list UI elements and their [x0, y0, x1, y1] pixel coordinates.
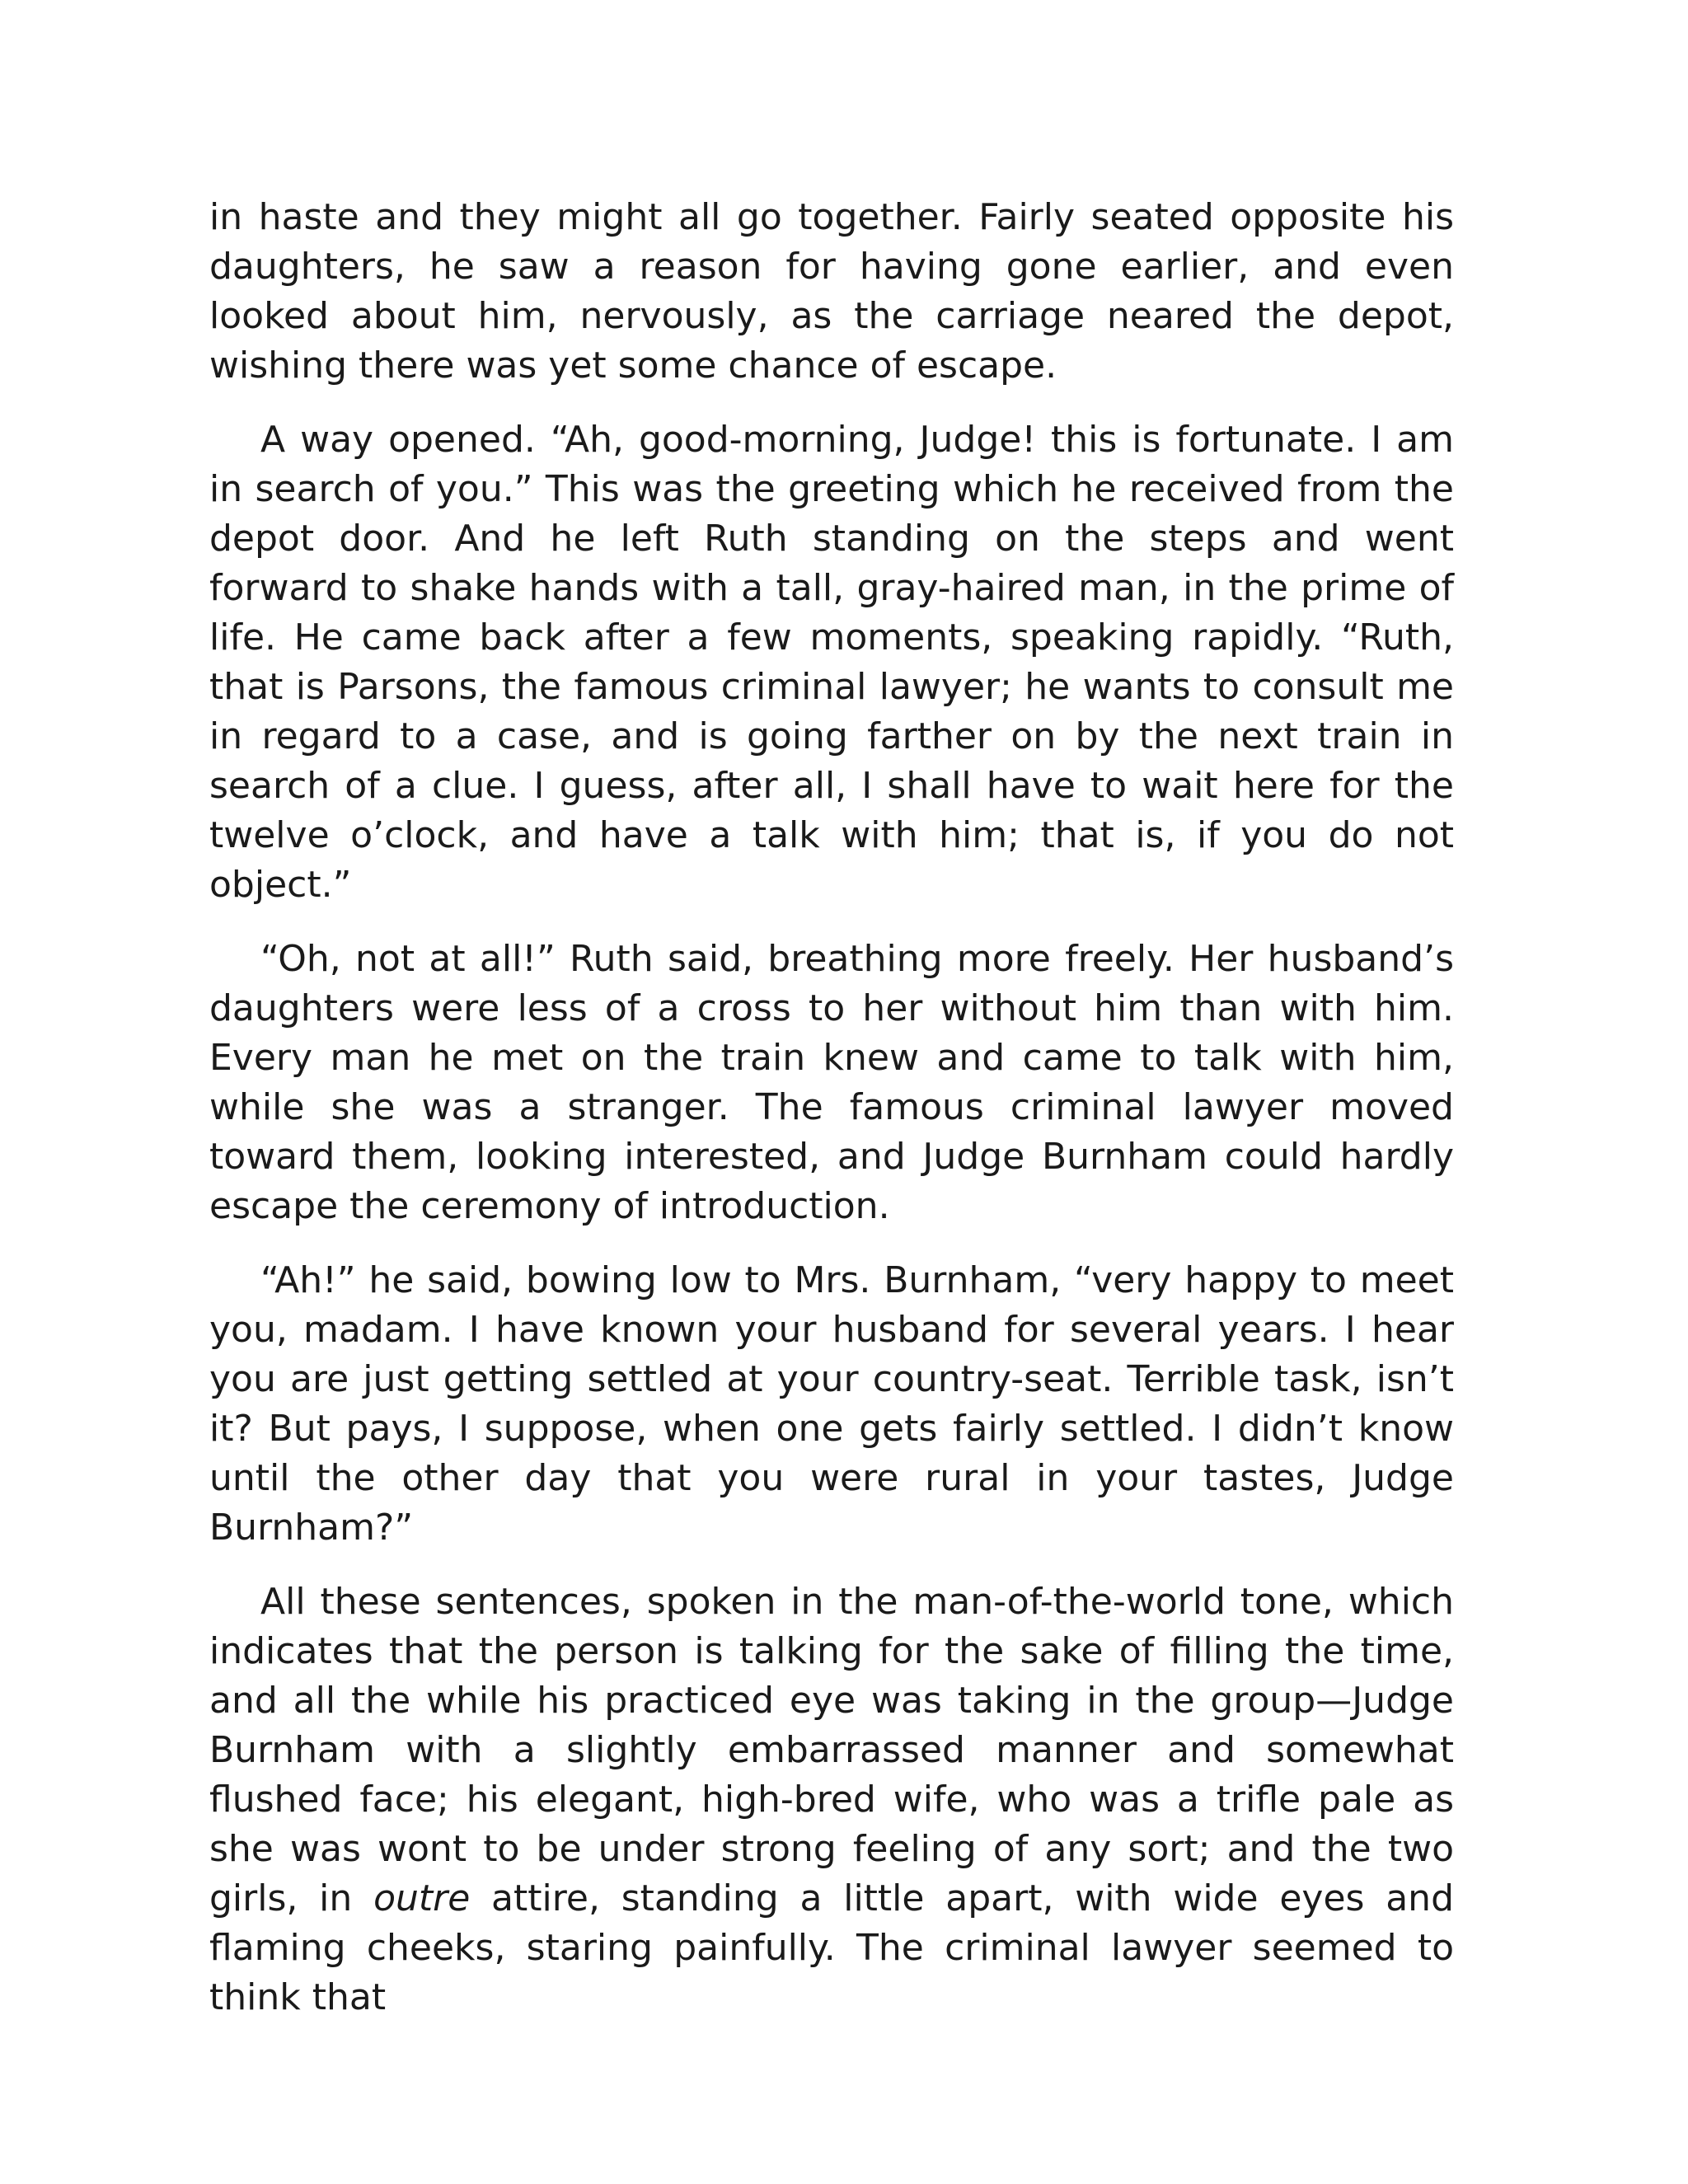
paragraph-4: [209, 1256, 1454, 1553]
paragraph-1-text: in haste and they might all go together. Fairly seated opposite his daughters, he saw a reason for having gone earlier, and even looked about him, nervously, as the carriage neared the depot, wishing there was yet some chance of escape.: [209, 196, 1454, 387]
paragraph-3-text: “Oh, not at all!” Ruth said, breathing more freely. Her husband’s daughters were less of a cross to her without him than with him. Every man he met on the train knew and came to talk with him, while she was a stranger. The famous criminal lawyer moved toward them, looking interested, and Judge Burnham could hardly escape the ceremony of introduction.: [209, 938, 1454, 1227]
paragraph-2-text: A way opened. “Ah, good-morning, Judge! this is fortunate. I am in search of you.” This was the greeting which he received from the depot door. And he left Ruth standing on the steps and went forward to shake hands with a tall, gray-haired man, in the prime of life. He came back after a few moments, speaking rapidly. “Ruth, that is Parsons, the famous criminal lawyer; he wants to consult me in regard to a case, and is going farther on by the next train in search of a clue. I guess, after all, I shall have to wait here for the twelve o’clock, and have a talk with him; that is, if you do not object.”: [209, 419, 1454, 906]
paragraph-5-text-end: attire, standing a little apart, with wide eyes and flaming cheeks, staring painfully. The criminal lawyer seemed to think that: [209, 1877, 1454, 2018]
paragraph-2: [209, 415, 1454, 910]
paragraph-3: [209, 935, 1454, 1231]
paragraph-5: [209, 1577, 1454, 2022]
paragraph-5-text-start: All these sentences, spoken in the man-of-the-world tone, which indicates that the person is talking for the sake of filling the time, and all the while his practiced eye was taking in the group—Judge Burnham with a slightly embarrassed manner and somewhat flushed face; his elegant, high-bred wife, who was a trifle pale as she was wont to be under strong feeling of any sort; and the two girls, in: [209, 1581, 1454, 1919]
paragraph-5-italic-word: outre: [373, 1877, 471, 1919]
paragraph-4-text: “Ah!” he said, bowing low to Mrs. Burnham, “very happy to meet you, madam. I have known your husband for several years. I hear you are just getting settled at your country-seat. Terrible task, isn’t it? But pays, I suppose, when one gets fairly settled. I didn’t know until the other day that you were rural in your tastes, Judge Burnham?”: [209, 1259, 1454, 1549]
paragraph-1: [209, 193, 1454, 391]
body-text: [209, 193, 1454, 2022]
